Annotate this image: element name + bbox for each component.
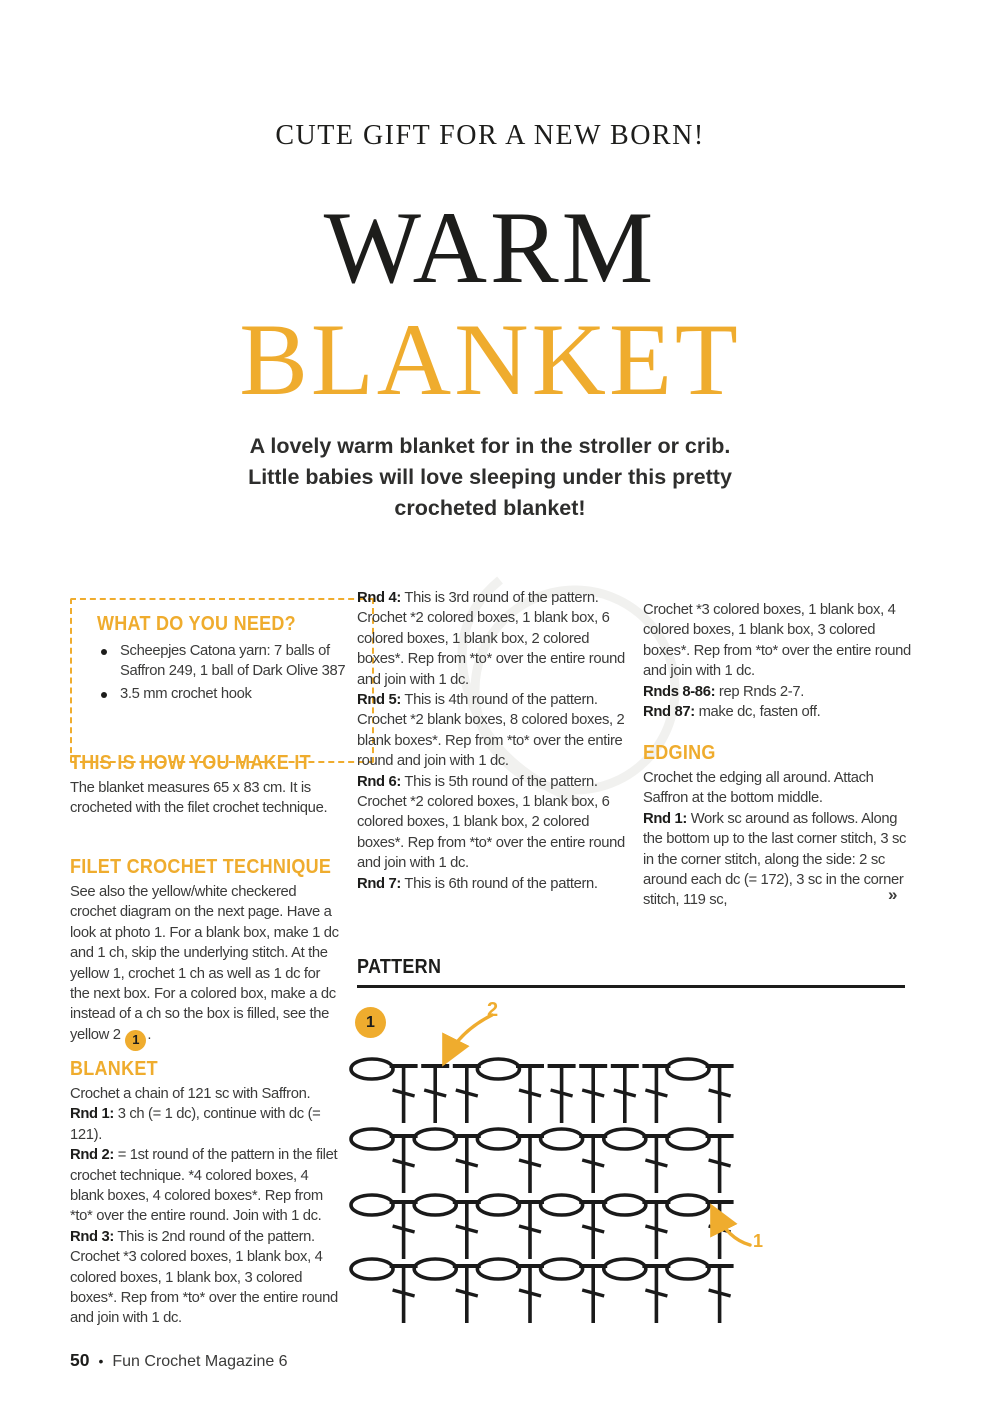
section-heading: EDGING bbox=[643, 742, 716, 764]
photo-badge: 1 bbox=[355, 1007, 386, 1038]
rnd-label: Rnd 3: bbox=[70, 1228, 114, 1245]
column-middle bbox=[357, 588, 629, 894]
rnd-label: Rnd 2: bbox=[70, 1147, 114, 1164]
dc-symbol bbox=[421, 1066, 449, 1123]
chain-symbol bbox=[414, 1195, 456, 1215]
paragraph: Rnd 7: This is 6th round of the pattern. bbox=[357, 875, 598, 892]
rnd-label: Rnd 7: bbox=[357, 875, 401, 892]
dc-symbol bbox=[390, 1266, 418, 1323]
paragraph: Rnd 4: This is 3rd round of the pattern. Crochet *2 colored boxes, 1 blank box, 6 colored boxes, 1 blank box, 2 colored boxes*. Rep from *to* over the entire round and join with 1 dc. bbox=[357, 590, 625, 688]
chain-symbol bbox=[351, 1259, 393, 1279]
chain-symbol bbox=[541, 1129, 583, 1149]
section-filet bbox=[70, 856, 342, 1051]
paragraph: Crochet *3 colored boxes, 1 blank box, 4 colored boxes, 1 blank box, 3 colored boxes*. Rep from *to* over the entire round and join with 1 dc. bbox=[643, 602, 911, 680]
chain-symbol bbox=[351, 1195, 393, 1215]
paragraph: Rnd 2: = 1st round of the pattern in the filet crochet technique. *4 colored boxes, 4 blank boxes, 4 colored boxes*. Rep from *to* over the entire round. Join with 1 dc. bbox=[70, 1147, 338, 1225]
chain-symbol bbox=[604, 1195, 646, 1215]
dc-symbol bbox=[390, 1202, 418, 1259]
paragraph: See also the yellow/white checkered crochet diagram on the next page. Have a look at photo 1. For a blank box, make 1 dc and 1 ch, skip the underlying stitch. At the yellow 1, crochet 1 ch as well as 1 dc for the next box. For a colored box, make a dc instead of a ch so the box is filled, see the yellow 2 1 . bbox=[70, 882, 342, 1051]
dc-symbol bbox=[706, 1136, 734, 1193]
dc-symbol bbox=[706, 1202, 734, 1259]
footer-separator-icon: • bbox=[98, 1353, 104, 1369]
paragraph: Crochet the edging all around. Attach Saffron at the bottom middle. bbox=[643, 770, 874, 807]
bullet-item: 3.5 mm crochet hook bbox=[97, 684, 356, 704]
section-body bbox=[643, 768, 915, 911]
bullet-item: Scheepjes Catona yarn: 7 balls of Saffron 249, 1 ball of Dark Olive 387 bbox=[97, 641, 356, 682]
chain-symbol bbox=[604, 1129, 646, 1149]
chain-symbol bbox=[604, 1259, 646, 1279]
chain-symbol bbox=[477, 1129, 519, 1149]
rnd-label: Rnd 1: bbox=[70, 1106, 114, 1123]
chain-symbol bbox=[667, 1259, 709, 1279]
section-body bbox=[70, 882, 342, 1051]
dc-symbol bbox=[390, 1066, 418, 1123]
arrow-icon-callout-2 bbox=[446, 1015, 492, 1059]
chain-symbol bbox=[477, 1259, 519, 1279]
rnd-label: Rnd 4: bbox=[357, 590, 401, 606]
chain-symbol bbox=[667, 1195, 709, 1215]
rnd-label: Rnd 1: bbox=[643, 810, 687, 827]
paragraph: Rnd 1: 3 ch (= 1 dc), continue with dc (= 121). bbox=[70, 1106, 321, 1143]
dc-symbol bbox=[642, 1266, 670, 1323]
paragraph: Rnd 87: make dc, fasten off. bbox=[643, 704, 821, 721]
chain-symbol bbox=[667, 1129, 709, 1149]
callout-2-label: 2 bbox=[487, 999, 499, 1021]
section-how bbox=[70, 752, 342, 819]
rnd-label: Rnds 8-86: bbox=[643, 683, 716, 700]
paragraph: Crochet a chain of 121 sc with Saffron. bbox=[70, 1086, 311, 1102]
paragraph: Rnd 5: This is 4th round of the pattern. Crochet *2 blank boxes, 8 colored boxes, 2 blank boxes*. Rep from *to* over the entire round and join with 1 dc. bbox=[357, 692, 625, 770]
chain-symbol bbox=[351, 1059, 393, 1079]
section-heading: FILET CROCHET TECHNIQUE bbox=[70, 856, 332, 878]
footer-magazine-title: Fun Crochet Magazine 6 bbox=[112, 1353, 288, 1370]
page-title-top: WARM bbox=[323, 191, 657, 305]
paragraph: Rnd 3: This is 2nd round of the pattern. Crochet *3 colored boxes, 1 blank box, 4 colored boxes, 1 blank box, 3 colored boxes*. Rep from *to* over the entire round and join with 1 dc. bbox=[70, 1228, 338, 1327]
paragraph: Rnds 8-86: rep Rnds 2-7. bbox=[643, 683, 805, 700]
callout-1-label: 1 bbox=[753, 1231, 764, 1251]
pattern-rule bbox=[357, 985, 905, 988]
dc-symbol bbox=[453, 1266, 481, 1323]
dc-symbol bbox=[453, 1202, 481, 1259]
dc-symbol bbox=[579, 1266, 607, 1323]
dc-symbol bbox=[453, 1066, 481, 1123]
dc-symbol bbox=[516, 1266, 544, 1323]
need-box-list bbox=[97, 641, 356, 704]
rounds-right bbox=[643, 600, 915, 722]
rnd-label: Rnd 6: bbox=[357, 773, 401, 790]
dc-symbol bbox=[579, 1136, 607, 1193]
chain-symbol bbox=[541, 1195, 583, 1215]
dc-symbol bbox=[579, 1066, 607, 1123]
column-left bbox=[70, 598, 346, 1338]
footer bbox=[70, 1350, 288, 1371]
subtitle bbox=[0, 431, 980, 524]
dc-symbol bbox=[390, 1136, 418, 1193]
dc-symbol bbox=[706, 1266, 734, 1323]
need-box bbox=[70, 598, 374, 763]
dc-symbol bbox=[642, 1136, 670, 1193]
dc-symbol bbox=[516, 1136, 544, 1193]
chain-symbol bbox=[414, 1129, 456, 1149]
crochet-diagram bbox=[340, 995, 930, 1345]
section-body bbox=[70, 778, 342, 819]
page-title-bottom: BLANKET bbox=[239, 303, 741, 417]
rnd-label: Rnd 5: bbox=[357, 692, 401, 709]
paragraph: Rnd 1: Work sc around as follows. Along the bottom up to the last corner stitch, 3 sc in the corner stitch, along the side: 2 sc around each dc (= 172), 3 sc in the corner stitch, 119 sc, bbox=[643, 810, 907, 909]
pattern-heading: PATTERN bbox=[357, 956, 442, 978]
kicker: CUTE GIFT FOR A NEW BORN! bbox=[275, 120, 705, 151]
rounds-mid bbox=[357, 588, 629, 894]
dc-symbol bbox=[642, 1066, 670, 1123]
need-box-heading: WHAT DO YOU NEED? bbox=[97, 613, 296, 635]
dc-symbol bbox=[516, 1066, 544, 1123]
section-body bbox=[70, 1084, 342, 1329]
dc-symbol bbox=[611, 1066, 639, 1123]
chain-symbol bbox=[477, 1195, 519, 1215]
dc-symbol bbox=[706, 1066, 734, 1123]
paragraph: The blanket measures 65 x 83 cm. It is crocheted with the filet crochet technique. bbox=[70, 780, 328, 817]
subtitle-line: crocheted blanket! bbox=[394, 496, 586, 520]
chain-symbol bbox=[541, 1259, 583, 1279]
footer-page-number: 50 bbox=[70, 1350, 90, 1370]
dc-symbol bbox=[579, 1202, 607, 1259]
chain-symbol bbox=[414, 1259, 456, 1279]
chain-symbol bbox=[477, 1059, 519, 1079]
inline-photo-badge: 1 bbox=[125, 1030, 146, 1051]
chain-symbol bbox=[667, 1059, 709, 1079]
rnd-label: Rnd 87: bbox=[643, 704, 695, 721]
paragraph: Rnd 6: This is 5th round of the pattern. Crochet *2 colored boxes, 1 blank box, 6 colored boxes, 1 blank box, 2 colored boxes*. Rep from *to* over the entire round and join with 1 dc. bbox=[357, 773, 625, 872]
section-heading: BLANKET bbox=[70, 1058, 158, 1080]
column-right bbox=[643, 600, 915, 909]
dc-symbol bbox=[642, 1202, 670, 1259]
dc-symbol bbox=[516, 1202, 544, 1259]
chain-symbol bbox=[351, 1129, 393, 1149]
section-edging bbox=[643, 742, 915, 911]
subtitle-line: A lovely warm blanket for in the stroller or crib. bbox=[249, 434, 731, 458]
dc-symbol bbox=[548, 1066, 576, 1123]
section-blanket bbox=[70, 1058, 342, 1329]
subtitle-line: Little babies will love sleeping under this pretty bbox=[248, 465, 732, 489]
pattern-heading-wrap bbox=[357, 956, 451, 978]
continuation-mark: » bbox=[888, 885, 898, 904]
dc-symbol bbox=[453, 1136, 481, 1193]
section-heading: THIS IS HOW YOU MAKE IT bbox=[70, 752, 311, 774]
